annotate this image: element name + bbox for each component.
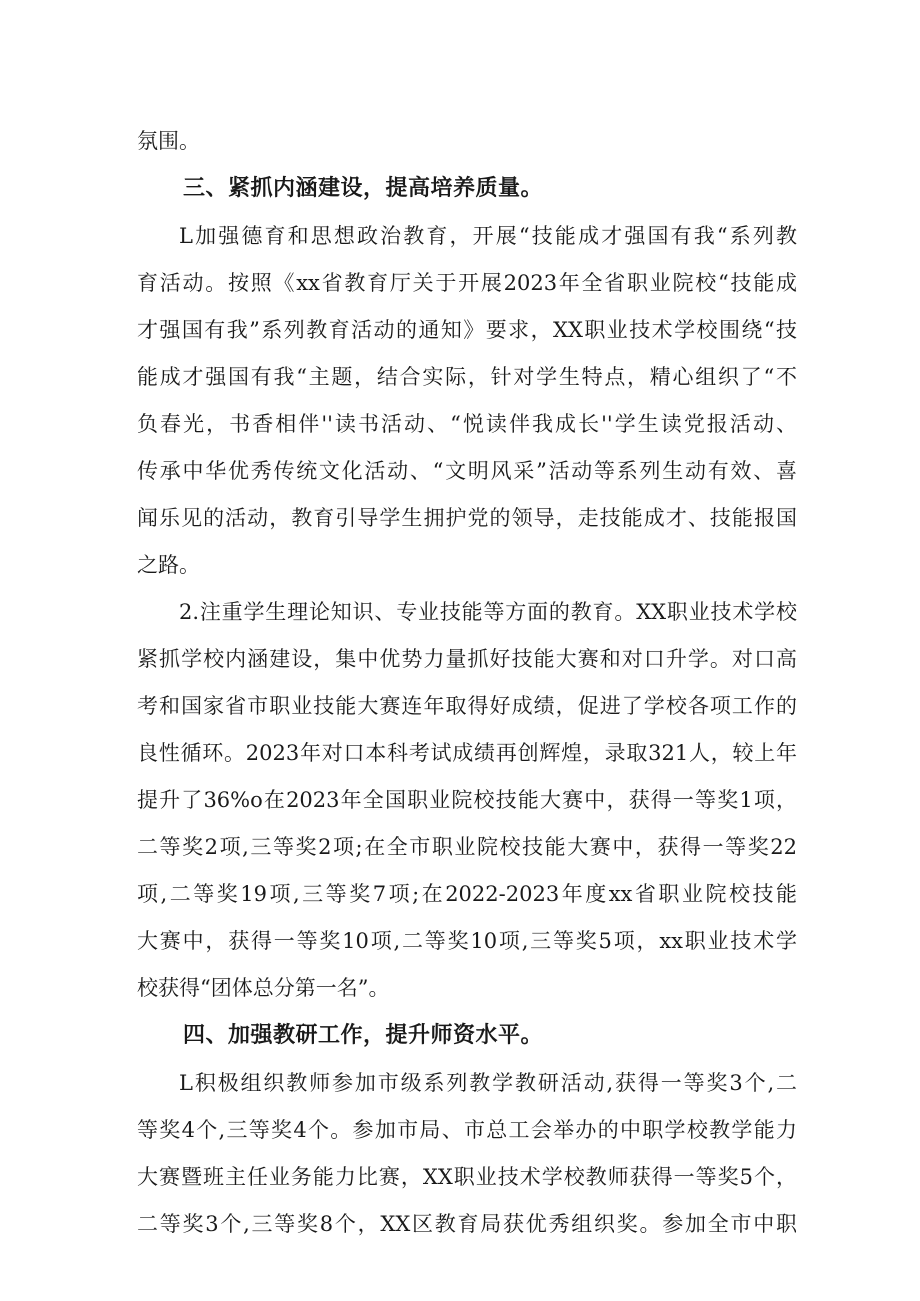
paragraph-line: L积极组织教师参加市级系列教学教研活动,获得一等奖3个,二 [179,1071,797,1095]
paragraph-line: 大赛中，获得一等奖10项,二等奖10项,三等奖5项，xx职业技术学 [137,929,797,953]
paragraph-line: 校获得“团体总分第一名”。 [137,976,390,1000]
document-body [137,118,797,1248]
paragraph-line: 紧抓学校内涵建设，集中优势力量抓好技能大赛和对口升学。对口高 [137,647,797,671]
section-heading: 三、紧抓内涵建设，提高培养质量。 [183,176,544,201]
paragraph-line: 闻乐见的活动，教育引导学生拥护党的领导，走技能成才、技能报国 [137,506,797,530]
paragraph-line: 育活动。按照《xx省教育厅关于开展2023年全省职业院校“技能成 [137,271,797,295]
paragraph-line: 氛围。 [137,129,200,153]
paragraph-line: 等奖4个,三等奖4个。参加市局、市总工会举办的中职学校教学能力 [137,1118,797,1142]
paragraph-line: 之路。 [137,553,200,577]
paragraph-line: 良性循环。2023年对口本科考试成绩再创辉煌，录取321人，较上年 [137,741,797,765]
paragraph-line: 二等奖2项,三等奖2项;在全市职业院校技能大赛中，获得一等奖22 [137,835,797,859]
paragraph-line: 传承中华优秀传统文化活动、“文明风采”活动等系列生动有效、喜 [137,459,797,483]
paragraph-line: 才强国有我”系列教育活动的通知》要求，XX职业技术学校围绕“技 [137,318,797,342]
paragraph-line: 能成才强国有我“主题，结合实际，针对学生特点，精心组织了“不 [137,365,797,389]
paragraph-line: 二等奖3个,三等奖8个，XX区教育局获优秀组织奖。参加全市中职 [137,1212,797,1236]
paragraph-line: 项,二等奖19项,三等奖7项;在2022-2023年度xx省职业院校技能 [137,882,797,906]
paragraph-line: L加强德育和思想政治教育，开展“技能成才强国有我“系列教 [179,224,797,248]
paragraph-line: 提升了36%o在2023年全国职业院校技能大赛中，获得一等奖1项， [137,788,797,812]
paragraph-line: 2.注重学生理论知识、专业技能等方面的教育。XX职业技术学校 [179,600,797,624]
paragraph-line: 负春光，书香相伴''读书活动、“悦读伴我成长''学生读党报活动、 [137,412,797,436]
paragraph-line: 大赛暨班主任业务能力比赛，XX职业技术学校教师获得一等奖5个， [137,1165,797,1189]
paragraph-line: 考和国家省市职业技能大赛连年取得好成绩，促进了学校各项工作的 [137,694,797,718]
section-heading: 四、加强教研工作，提升师资水平。 [183,1023,544,1048]
